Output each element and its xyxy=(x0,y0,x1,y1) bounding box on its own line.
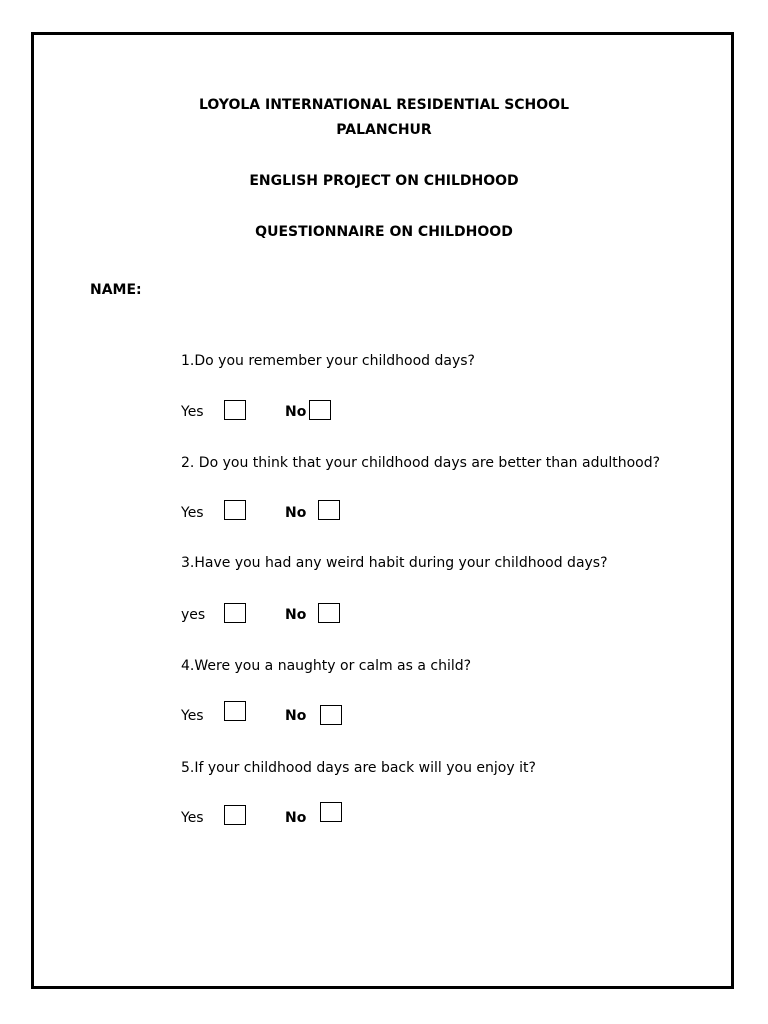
question-5-no-checkbox[interactable] xyxy=(320,802,342,822)
question-1-no-label: No xyxy=(285,404,307,420)
question-1-yes-checkbox[interactable] xyxy=(224,400,246,420)
name-label: NAME: xyxy=(90,282,142,298)
question-4-no-label: No xyxy=(285,708,307,724)
project-title: ENGLISH PROJECT ON CHILDHOOD xyxy=(249,173,519,189)
question-5-no-label: No xyxy=(285,810,307,826)
question-4-text: 4.Were you a naughty or calm as a child? xyxy=(181,658,472,674)
question-1-yes-label: Yes xyxy=(181,404,204,420)
question-3-no-checkbox[interactable] xyxy=(318,603,340,623)
questionnaire-title: QUESTIONNAIRE ON CHILDHOOD xyxy=(255,224,513,240)
question-4-yes-checkbox[interactable] xyxy=(224,701,246,721)
question-5-yes-label: Yes xyxy=(181,810,204,826)
question-3-yes-checkbox[interactable] xyxy=(224,603,246,623)
school-name: LOYOLA INTERNATIONAL RESIDENTIAL SCHOOL xyxy=(198,97,569,113)
question-4-yes-label: Yes xyxy=(181,708,204,724)
school-location: PALANCHUR xyxy=(336,122,432,138)
question-3-no-label: No xyxy=(285,607,307,623)
question-2-no-checkbox[interactable] xyxy=(318,500,340,520)
question-2-no-label: No xyxy=(285,505,307,521)
question-1-text: 1.Do you remember your childhood days? xyxy=(181,353,475,369)
question-5-text: 5.If your childhood days are back will you enjoy it? xyxy=(181,760,536,776)
question-3-yes-label: yes xyxy=(181,607,206,623)
question-2-text: 2. Do you think that your childhood days are better than adulthood? xyxy=(181,455,661,471)
question-4-no-checkbox[interactable] xyxy=(320,705,342,725)
question-3-text: 3.Have you had any weird habit during your childhood days? xyxy=(181,555,608,571)
question-5-yes-checkbox[interactable] xyxy=(224,805,246,825)
question-1-no-checkbox[interactable] xyxy=(309,400,331,420)
question-2-yes-label: Yes xyxy=(181,505,204,521)
question-2-yes-checkbox[interactable] xyxy=(224,500,246,520)
